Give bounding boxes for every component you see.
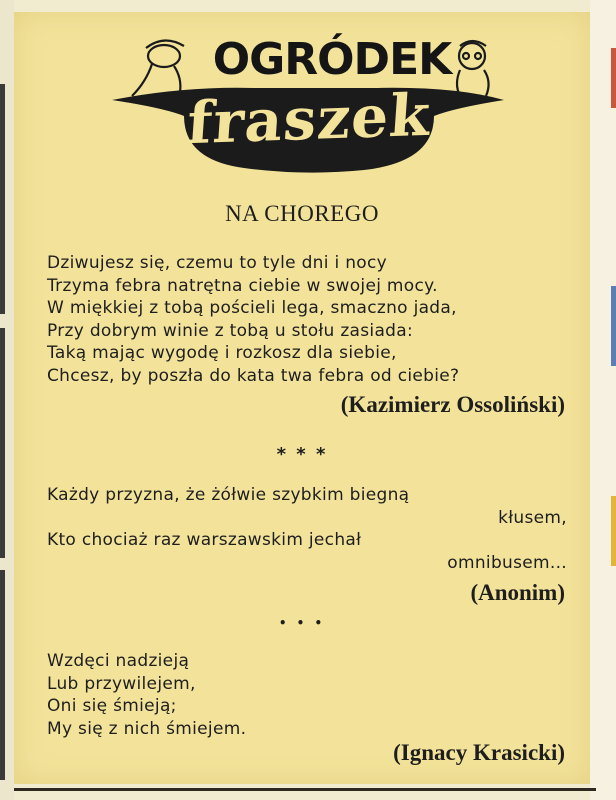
section-separator: • • • <box>278 616 326 630</box>
poem-line: Chcesz, by poszła do kata twa febra od ciebie? <box>47 365 460 386</box>
article-panel <box>14 12 590 784</box>
left-figure-icon <box>132 40 184 98</box>
poem-line: Każdy przyzna, że żółwie szybkim biegną <box>47 485 410 505</box>
right-edge-mark <box>611 48 616 108</box>
left-page-margin <box>0 0 14 800</box>
poem-3-author: (Ignacy Krasicki) <box>393 740 565 765</box>
poem-line: Lub przywilejem, <box>47 673 196 694</box>
poem-line: Wzdęci nadzieją <box>47 651 190 671</box>
logo-title-top: OGRÓDEK <box>212 34 452 85</box>
poem-line: kłusem, <box>498 507 567 528</box>
poem-line: Taką mając wygodę i rozkosz dla siebie, <box>47 343 397 363</box>
poem-line: Dziwujesz się, czemu to tyle dni i nocy <box>47 253 387 273</box>
poem-1-author: (Kazimierz Ossoliński) <box>340 392 565 417</box>
right-page-margin <box>590 0 616 800</box>
poem-line: omnibusem... <box>447 552 567 573</box>
poem-title: NA CHOREGO <box>225 201 379 226</box>
left-edge-line <box>0 84 5 314</box>
section-separator: * * * <box>276 444 328 465</box>
poem-line: Trzyma febra natrętna ciebie w swojej mocy. <box>47 275 438 296</box>
poem-1-text <box>47 252 459 387</box>
left-edge-line <box>0 328 5 558</box>
poem-2-author: (Anonim) <box>470 580 565 605</box>
left-edge-line <box>0 570 5 780</box>
poem-line: Oni się śmieją; <box>47 696 177 716</box>
poem-3-text <box>47 650 246 740</box>
poem-line: Przy dobrym winie z tobą u stołu zasiada: <box>47 320 414 341</box>
bottom-rule <box>14 788 596 791</box>
poem-line: My się z nich śmiejem. <box>47 718 247 739</box>
poem-2-text <box>47 484 567 574</box>
poem-line: Kto chociaż raz warszawskim jechał <box>47 530 362 550</box>
masthead-logo <box>14 12 590 182</box>
poem-line: W miękkiej z tobą pościeli lega, smaczno jada, <box>47 298 457 318</box>
logo-title-bottom: fraszek <box>184 80 434 158</box>
right-edge-mark <box>611 496 616 566</box>
right-edge-mark <box>611 286 616 366</box>
